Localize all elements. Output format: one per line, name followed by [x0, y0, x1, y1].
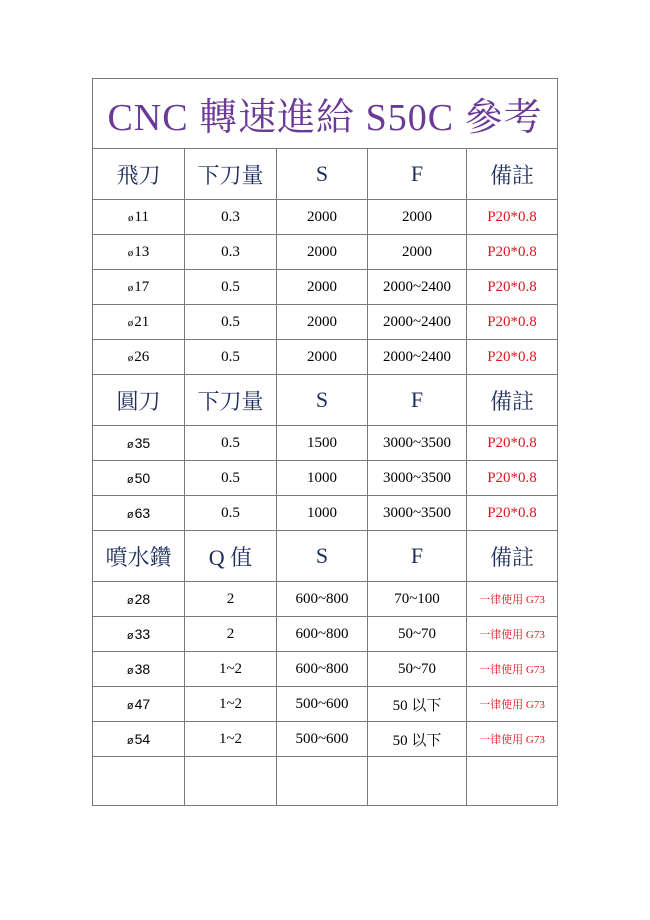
feed-rate-cell: 50~70: [368, 652, 467, 687]
feed-rate-cell: 50~70: [368, 617, 467, 652]
diameter-value: 35: [134, 435, 151, 451]
cut-depth-cell: 1~2: [185, 722, 277, 757]
spindle-speed-cell: 2000: [277, 305, 368, 340]
cut-depth-cell: 0.5: [185, 426, 277, 461]
feed-rate-cell: 70~100: [368, 582, 467, 617]
table-row: [93, 200, 558, 235]
feed-rate-cell: 2000~2400: [368, 305, 467, 340]
feed-rate-cell: 2000~2400: [368, 340, 467, 375]
cnc-reference-table: [92, 78, 558, 806]
diameter-symbol: ø: [127, 246, 134, 259]
table-row: [93, 722, 558, 757]
cut-depth-cell: 0.3: [185, 235, 277, 270]
diameter-value: 11: [134, 208, 149, 225]
tool-diameter-cell: [93, 687, 185, 722]
diameter-symbol: ø: [128, 211, 134, 224]
spindle-speed-cell: 600~800: [277, 652, 368, 687]
tool-diameter-cell: [93, 461, 185, 496]
feed-rate-cell: 3000~3500: [368, 426, 467, 461]
cut-depth-cell: 0.5: [185, 496, 277, 531]
diameter-value: 38: [134, 661, 151, 677]
table-row: [93, 617, 558, 652]
cut-depth-cell: 2: [185, 582, 277, 617]
table-row: [93, 340, 558, 375]
feed-rate-cell: 50 以下: [368, 722, 467, 757]
remarks-cell: 一律使用 G73: [467, 582, 558, 617]
tool-diameter-cell: [93, 426, 185, 461]
remarks-cell: P20*0.8: [467, 270, 558, 305]
spindle-speed-header: S: [277, 531, 368, 582]
diameter-symbol: ø: [126, 595, 134, 607]
tool-type-header: 飛刀: [93, 149, 185, 200]
tool-diameter-cell: [93, 617, 185, 652]
remarks-header: 備註: [467, 531, 558, 582]
feed-rate-cell: 3000~3500: [368, 496, 467, 531]
cut-depth-cell: 1~2: [185, 687, 277, 722]
diameter-symbol: ø: [126, 665, 134, 677]
section-header-row: [93, 149, 558, 200]
remarks-header: 備註: [467, 149, 558, 200]
table-row: [93, 687, 558, 722]
page-title: CNC 轉速進給 S50C 參考: [93, 79, 558, 149]
tool-type-header: 噴水鑽: [93, 531, 185, 582]
tool-diameter-cell: [93, 200, 185, 235]
empty-cell: [277, 757, 368, 806]
table-row: [93, 461, 558, 496]
spindle-speed-cell: 600~800: [277, 582, 368, 617]
diameter-value: 47: [134, 696, 151, 712]
tool-diameter-cell: [93, 305, 185, 340]
spindle-speed-cell: 600~800: [277, 617, 368, 652]
title-row: [93, 79, 558, 149]
table-row: [93, 496, 558, 531]
tool-diameter-cell: [93, 340, 185, 375]
remarks-cell: P20*0.8: [467, 200, 558, 235]
feed-rate-header: F: [368, 375, 467, 426]
cut-depth-cell: 0.5: [185, 270, 277, 305]
diameter-symbol: ø: [127, 316, 134, 329]
diameter-value: 28: [134, 591, 151, 607]
diameter-symbol: ø: [126, 700, 134, 712]
empty-cell: [185, 757, 277, 806]
diameter-value: 13: [134, 243, 150, 260]
tool-type-header: 圓刀: [93, 375, 185, 426]
table-row: [93, 426, 558, 461]
tool-diameter-cell: [93, 582, 185, 617]
spindle-speed-cell: 2000: [277, 200, 368, 235]
table-row: [93, 582, 558, 617]
remarks-header: 備註: [467, 375, 558, 426]
tool-diameter-cell: [93, 235, 185, 270]
table-row: [93, 235, 558, 270]
cut-depth-cell: 0.5: [185, 340, 277, 375]
cut-depth-cell: 2: [185, 617, 277, 652]
spindle-speed-cell: 500~600: [277, 687, 368, 722]
diameter-value: 63: [134, 505, 151, 521]
tool-diameter-cell: [93, 496, 185, 531]
remarks-cell: P20*0.8: [467, 340, 558, 375]
remarks-cell: 一律使用 G73: [467, 652, 558, 687]
remarks-cell: 一律使用 G73: [467, 722, 558, 757]
table-row: [93, 270, 558, 305]
remarks-cell: P20*0.8: [467, 461, 558, 496]
empty-cell: [368, 757, 467, 806]
spindle-speed-cell: 1000: [277, 496, 368, 531]
section-header-row: [93, 375, 558, 426]
section-header-row: [93, 531, 558, 582]
remarks-cell: P20*0.8: [467, 305, 558, 340]
spindle-speed-header: S: [277, 149, 368, 200]
feed-rate-cell: 3000~3500: [368, 461, 467, 496]
feed-rate-cell: 2000~2400: [368, 270, 467, 305]
empty-cell: [467, 757, 558, 806]
diameter-value: 21: [134, 313, 150, 330]
diameter-symbol: ø: [126, 474, 134, 486]
cut-depth-header: 下刀量: [185, 149, 277, 200]
diameter-value: 33: [134, 626, 151, 642]
tool-diameter-cell: [93, 722, 185, 757]
diameter-value: 54: [134, 731, 151, 747]
empty-row: [93, 757, 558, 806]
diameter-symbol: ø: [126, 630, 134, 642]
tool-diameter-cell: [93, 270, 185, 305]
remarks-cell: 一律使用 G73: [467, 617, 558, 652]
cut-depth-header: Q 值: [185, 531, 277, 582]
cut-depth-header: 下刀量: [185, 375, 277, 426]
cut-depth-cell: 0.3: [185, 200, 277, 235]
diameter-value: 50: [134, 470, 151, 486]
spindle-speed-cell: 1500: [277, 426, 368, 461]
remarks-cell: 一律使用 G73: [467, 687, 558, 722]
diameter-symbol: ø: [127, 351, 134, 364]
diameter-symbol: ø: [126, 735, 134, 747]
feed-rate-header: F: [368, 531, 467, 582]
diameter-symbol: ø: [126, 439, 134, 451]
feed-rate-header: F: [368, 149, 467, 200]
cut-depth-cell: 0.5: [185, 461, 277, 496]
remarks-cell: P20*0.8: [467, 496, 558, 531]
diameter-symbol: ø: [126, 509, 134, 521]
table-row: [93, 305, 558, 340]
feed-rate-cell: 50 以下: [368, 687, 467, 722]
spindle-speed-cell: 500~600: [277, 722, 368, 757]
spindle-speed-header: S: [277, 375, 368, 426]
diameter-value: 26: [134, 348, 150, 365]
empty-cell: [93, 757, 185, 806]
table-row: [93, 652, 558, 687]
cut-depth-cell: 0.5: [185, 305, 277, 340]
remarks-cell: P20*0.8: [467, 235, 558, 270]
cut-depth-cell: 1~2: [185, 652, 277, 687]
spindle-speed-cell: 1000: [277, 461, 368, 496]
spindle-speed-cell: 2000: [277, 340, 368, 375]
diameter-value: 17: [134, 278, 150, 295]
remarks-cell: P20*0.8: [467, 426, 558, 461]
spindle-speed-cell: 2000: [277, 270, 368, 305]
spindle-speed-cell: 2000: [277, 235, 368, 270]
table-body: [93, 79, 558, 806]
diameter-symbol: ø: [127, 281, 134, 294]
tool-diameter-cell: [93, 652, 185, 687]
feed-rate-cell: 2000: [368, 200, 467, 235]
feed-rate-cell: 2000: [368, 235, 467, 270]
